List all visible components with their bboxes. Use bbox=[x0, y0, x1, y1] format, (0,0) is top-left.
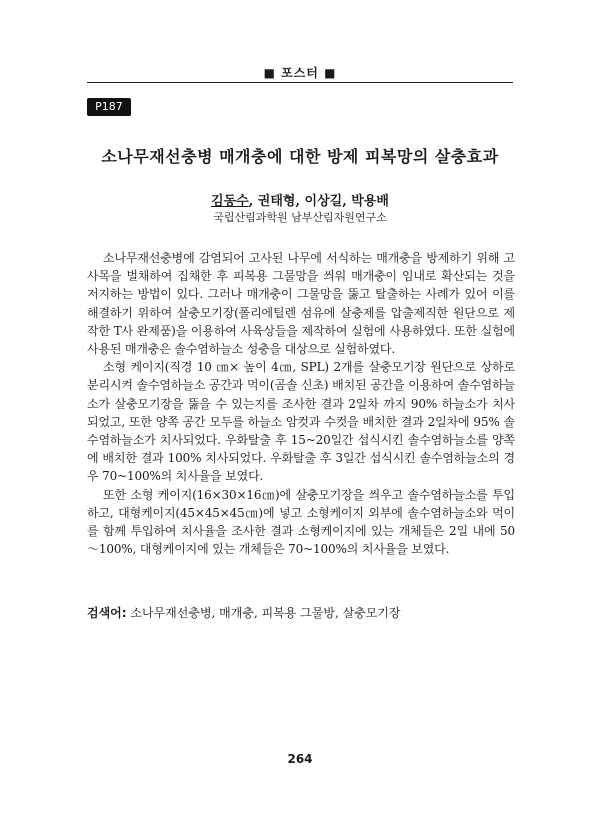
paper-title: 소나무재선충병 매개충에 대한 방제 피복망의 살충효과 bbox=[101, 147, 499, 166]
author-separator: , bbox=[295, 194, 305, 209]
keywords-text: 소나무재선충병, 매개충, 피복용 그물방, 살충모기장 bbox=[126, 606, 401, 620]
author-separator: , bbox=[248, 194, 258, 209]
author-primary: 김동수 bbox=[211, 194, 249, 209]
abstract-paragraph: 또한 소형 케이지(16×30×16㎝)에 살충모기장을 씌우고 솔수염하늘소를 투입하고, 대형케이지(45×45×45㎝)에 넣고 소형케이지 외부에 솔수염하늘소와 먹이를 함께 투입하여 치사율을 조사한 결과 소형케이지에 있는 개체들은 2일 내에 50～100%, 대형케이지에 있는 개체들은 70~100%의 치사율을 보였다. bbox=[87, 487, 515, 557]
poster-code-badge: P187 bbox=[87, 98, 131, 116]
author-separator: , bbox=[342, 194, 352, 209]
author: 이상길 bbox=[304, 194, 343, 209]
abstract-paragraph: 소나무재선충병에 감염되어 고사된 나무에 서식하는 매개충을 방제하기 위해 고사목을 벌채하여 집채한 후 피복용 그물망을 씌워 매개충이 임내로 확산되는 것을 저지하는 방법이 있다. 그러나 매개충이 그물망을 뚫고 탈출하는 사례가 있어 이를 해결하기 위하여 살충모기장(폴리에틸렌 섬유에 살충제를 압출제직한 원단으로 제작한 T사 완제품)을 이용하여 사육상들을 제작하여 실험에 사용하였다. 또한 실험에 사용된 매개충은 솔수염하늘소 성충을 대상으로 실험하였다. bbox=[87, 251, 515, 357]
author: 권태형 bbox=[257, 194, 296, 209]
header-rule bbox=[87, 82, 513, 83]
keywords bbox=[87, 604, 515, 621]
page-number: 264 bbox=[287, 752, 313, 766]
keywords-label: 검색어: bbox=[87, 606, 127, 620]
affiliation: 국립산림과학원 남부산림자원연구소 bbox=[213, 211, 387, 224]
author: 박용배 bbox=[351, 194, 389, 209]
abstract-paragraph: 소형 케이지(직경 10 ㎝× 높이 4㎝, SPL) 2개를 살충모기장 원단으로 상하로 분리시켜 솔수염하늘소 공간과 먹이(곰솔 신초) 배치된 공간을 이용하여 솔수염하늘소가 살충모기장을 뚫을 수 있는지를 조사한 결과 2일차 까지 90% 하늘소가 치사되었고, 또한 양쪽 공간 모두를 하늘소 암컷과 수컷을 배치한 결과 2일차에 95% 솔수염하늘소가 치사되었다. 우화탈출 후 15~20일간 섭식시킨 솔수염하늘소를 양쪽에 배치한 결과 100% 치사되었다. 우화탈출 후 3일간 섭식시킨 솔수염하늘소의 경우 70~100%의 치사율을 보였다. bbox=[87, 360, 515, 484]
abstract-body bbox=[87, 249, 515, 558]
author-list bbox=[0, 190, 600, 209]
section-header: ■ 포스터 ■ bbox=[263, 66, 337, 80]
